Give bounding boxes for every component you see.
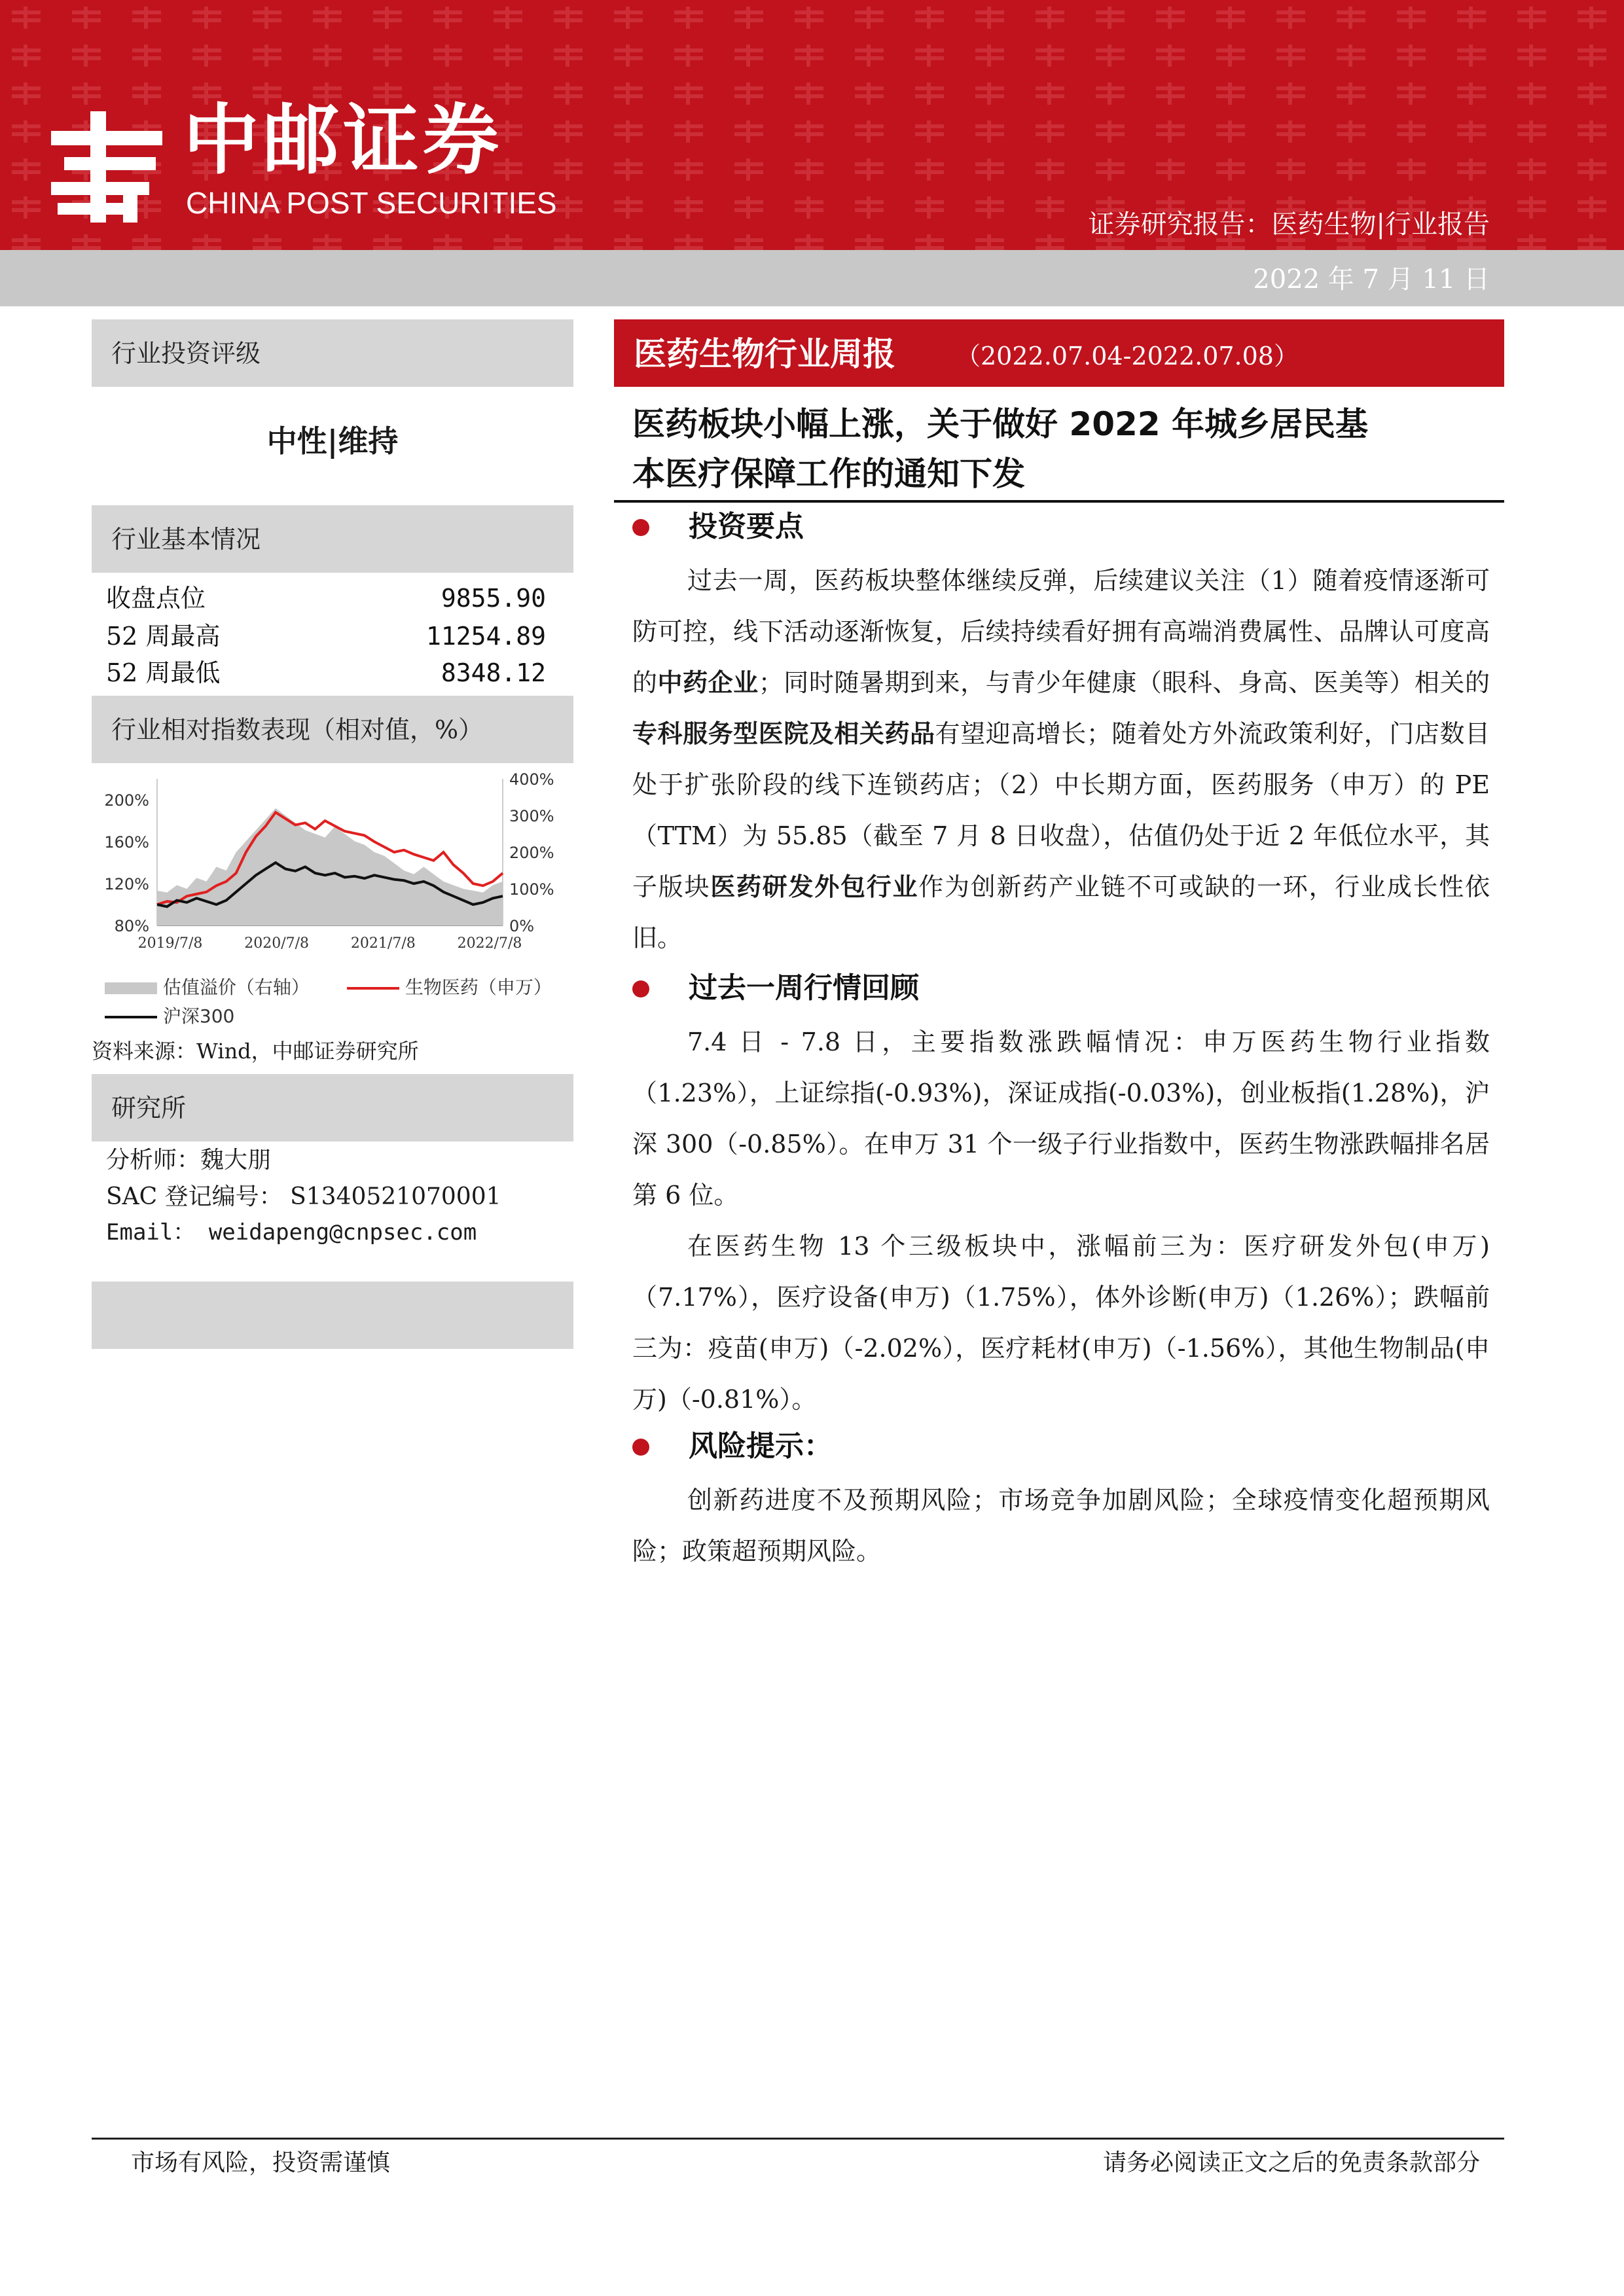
right-tick-label: 0% bbox=[509, 917, 535, 935]
x-tick-label: 2022/7/8 bbox=[457, 935, 522, 952]
weekly-title: 医药生物行业周报 bbox=[634, 335, 895, 373]
footer-disclaimer-note: 请务必阅读正文之后的免责条款部分 bbox=[1102, 2149, 1480, 2176]
x-tick-label: 2021/7/8 bbox=[350, 935, 416, 952]
basic-row-key: 52 周最高 bbox=[106, 622, 221, 651]
left-tick-label: 120% bbox=[104, 875, 149, 893]
left-tick-label: 80% bbox=[114, 917, 149, 935]
basic-info-label: 行业基本情况 bbox=[92, 505, 573, 573]
rating-value: 中性|维持 bbox=[266, 423, 399, 459]
source-note: 资料来源：Wind，中邮证券研究所 bbox=[92, 1039, 419, 1064]
section-risk-warning: 风险提示： bbox=[689, 1429, 833, 1463]
performance-label: 行业相对指数表现（相对值，%） bbox=[92, 696, 573, 763]
report-date: 2022 年 7 月 11 日 bbox=[1253, 264, 1490, 295]
headline-line-2: 本医疗保障工作的通知下发 bbox=[632, 455, 1025, 493]
bullet-icon bbox=[632, 980, 649, 997]
sac-number: SAC 登记编号： S1340521070001 bbox=[106, 1183, 501, 1210]
basic-row-key: 52 周最低 bbox=[106, 658, 221, 687]
headline bbox=[632, 399, 1503, 499]
para-text: ；同时随暑期到来，与青少年健康（眼科、身高、医美等）相关的 bbox=[758, 668, 1490, 697]
blank-bar bbox=[92, 1282, 573, 1349]
analyst-email: Email： weidapeng@cnpsec.com bbox=[106, 1219, 477, 1246]
right-tick-label: 200% bbox=[509, 844, 554, 862]
legend-biomed bbox=[347, 977, 552, 999]
bullet-icon bbox=[632, 1439, 649, 1456]
basic-row-value: 8348.12 bbox=[441, 658, 546, 687]
relative-index-chart bbox=[92, 763, 573, 1045]
legend-label-valuation: 估值溢价（右轴） bbox=[162, 977, 310, 998]
para-text: 有望迎高增长；随着处方外流政策利好，门店数目处于扩张阶段的线下连锁药店；（2）中长期方面，医药服务（申万）的 PE（TTM）为 55.85（截至 7 月 8 日收盘），估值仍处于近 2 年低位水平，其子版块 bbox=[632, 719, 1490, 901]
brand-name-en: CHINA POST SECURITIES bbox=[186, 186, 557, 220]
para-text: 过去一周，医药板块整体继续反弹，后续建议关注（1）随着疫情逐渐可防可控，线下活动逐渐恢复，后续持续看好拥有高端消费属性、品牌认可度高的 bbox=[632, 566, 1490, 697]
brand-name-cn: 中邮证券 bbox=[183, 96, 503, 185]
china-post-logo-icon bbox=[45, 105, 169, 229]
footer-rule bbox=[92, 2138, 1504, 2140]
headline-line-1: 医药板块小幅上涨，关于做好 2022 年城乡居民基 bbox=[632, 405, 1368, 443]
x-tick-label: 2020/7/8 bbox=[244, 935, 310, 952]
highlight-tcm-companies: 中药企业 bbox=[657, 668, 759, 697]
para-text: 作为创新药产业链不可或缺的一环，行业成长性依旧。 bbox=[632, 872, 1490, 952]
right-tick-label: 400% bbox=[509, 770, 554, 789]
legend-hs300 bbox=[105, 1005, 234, 1028]
chart-canvas bbox=[92, 763, 573, 1045]
basic-row-value: 9855.90 bbox=[441, 584, 546, 613]
left-tick-label: 160% bbox=[104, 833, 149, 852]
highlight-specialty-hospitals: 专科服务型医院及相关药品 bbox=[632, 719, 935, 748]
basic-row-value: 11254.89 bbox=[425, 622, 546, 651]
footer-risk-note: 市场有风险，投资需谨慎 bbox=[131, 2149, 391, 2176]
section-investment-points: 投资要点 bbox=[689, 510, 804, 543]
right-tick-label: 100% bbox=[509, 880, 554, 899]
highlight-cro: 医药研发外包行业 bbox=[710, 872, 919, 901]
legend-swatch-biomed bbox=[347, 987, 399, 990]
legend-swatch-valuation bbox=[105, 982, 157, 994]
right-tick-label: 300% bbox=[509, 807, 554, 825]
headline-rule bbox=[614, 500, 1504, 503]
research-label: 研究所 bbox=[92, 1074, 573, 1141]
rating-label: 行业投资评级 bbox=[92, 319, 573, 387]
legend-label-hs300: 沪深300 bbox=[162, 1005, 235, 1027]
bullet-icon bbox=[632, 519, 649, 536]
weekly-range: （2022.07.04-2022.07.08） bbox=[956, 342, 1299, 370]
legend-swatch-hs300 bbox=[105, 1016, 157, 1018]
risk-warning-paragraph: 创新药进度不及预期风险；市场竞争加剧风险；全球疫情变化超预期风险；政策超预期风险。 bbox=[632, 1486, 1490, 1566]
investment-points-paragraph bbox=[632, 555, 1490, 963]
left-tick-label: 200% bbox=[104, 791, 149, 810]
basic-row-key: 收盘点位 bbox=[106, 584, 206, 613]
report-type: 证券研究报告：医药生物|行业报告 bbox=[1088, 209, 1490, 240]
section-weekly-review: 过去一周行情回顾 bbox=[689, 971, 919, 1005]
series-area-valuation bbox=[157, 808, 503, 925]
weekly-review-paragraph-2: 在医药生物 13 个三级板块中，涨幅前三为：医疗研发外包(申万)（7.17%），医疗设备(申万)（1.75%），体外诊断(申万)（1.26%）；跌幅前三为：疫苗(申万)（-2.02%），医疗耗材(申万)（-1.56%），其他生物制品(申万)（-0.81%）。 bbox=[632, 1232, 1490, 1414]
x-tick-label: 2019/7/8 bbox=[137, 935, 203, 952]
legend-label-biomed: 生物医药（申万） bbox=[405, 977, 552, 998]
analyst-name: 分析师：魏大朋 bbox=[106, 1147, 272, 1174]
weekly-review-paragraph-1: 7.4 日 - 7.8 日，主要指数涨跌幅情况：申万医药生物行业指数（1.23%），上证综指(-0.93%)，深证成指(-0.03%)，创业板指(1.28%)，沪深 300（-0.85%）。在申万 31 个一级子行业指数中，医药生物涨跌幅排名居第 6 位。 bbox=[632, 1028, 1490, 1210]
legend-valuation bbox=[105, 977, 310, 999]
